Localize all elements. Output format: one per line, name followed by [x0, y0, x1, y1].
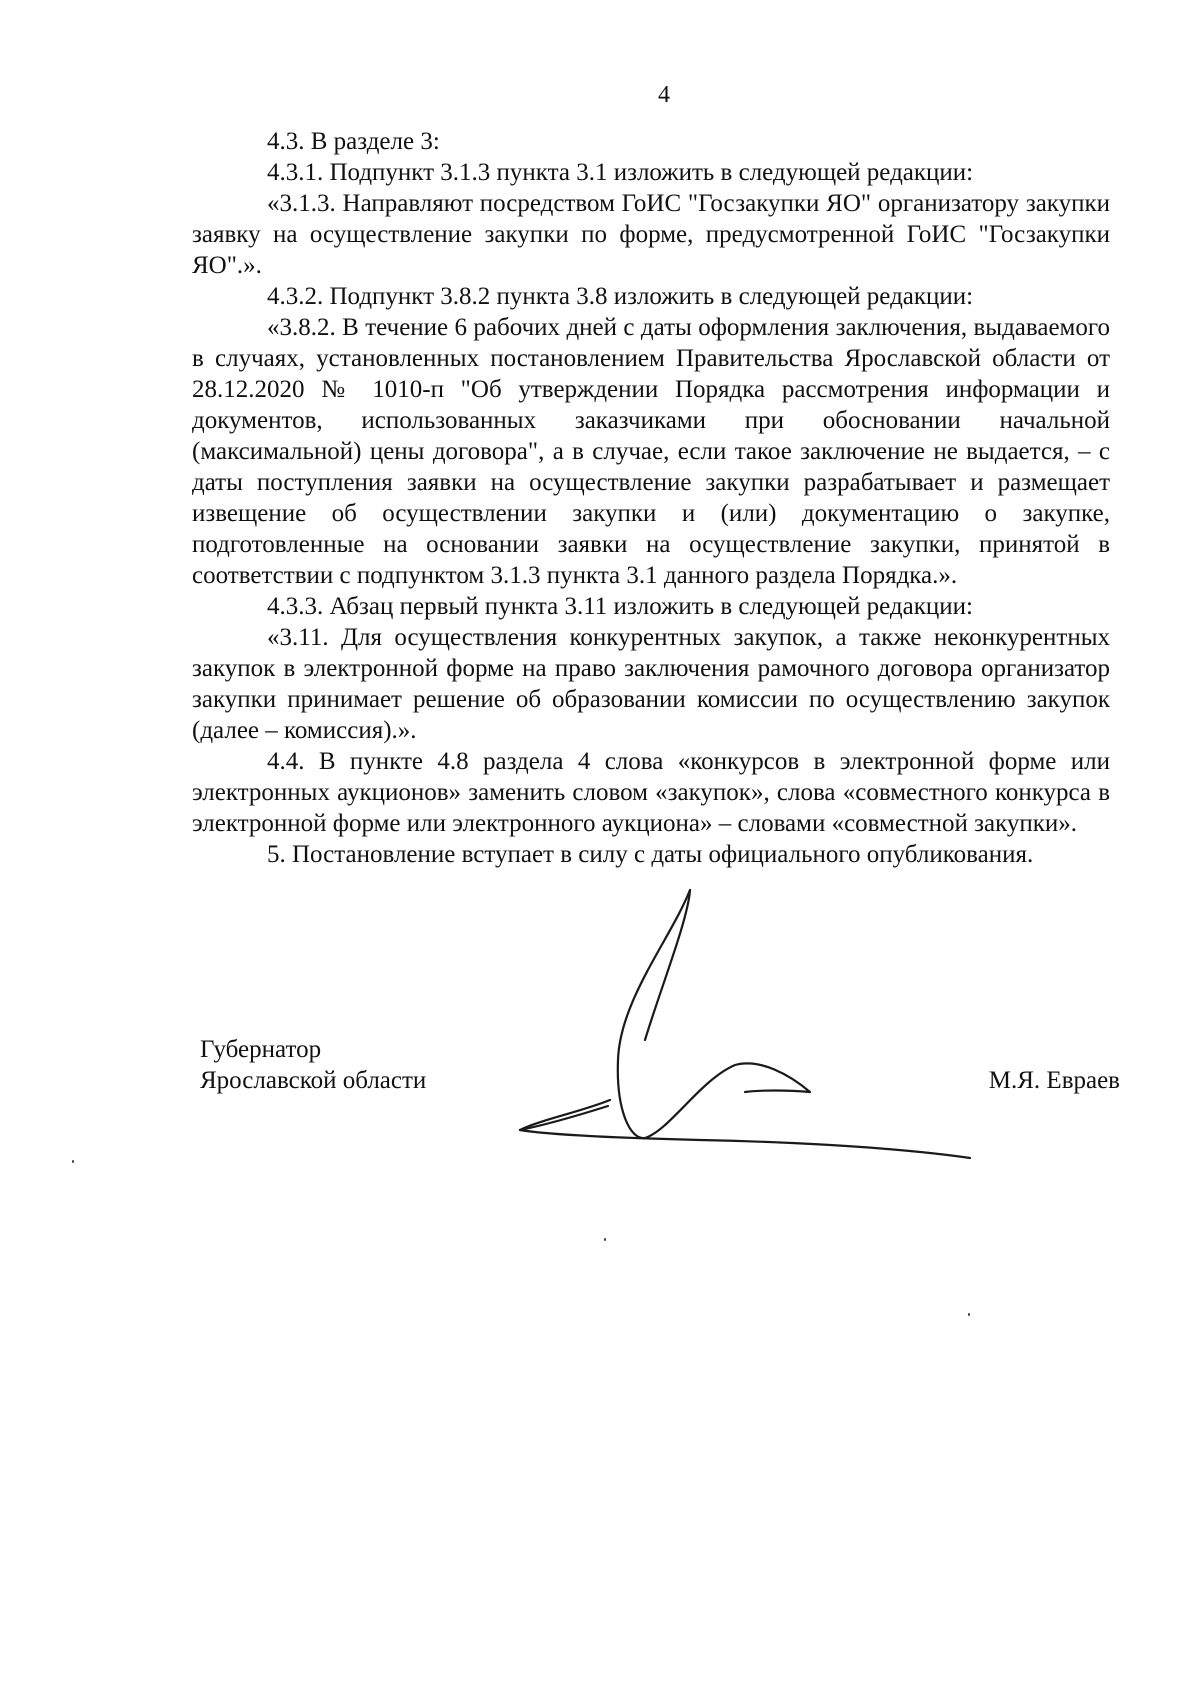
page-number: 4 [658, 82, 670, 108]
paragraph-4-3-1: 4.3.1. Подпункт 3.1.3 пункта 3.1 изложить в следующей редакции: [267, 159, 974, 186]
scan-speck [72, 1160, 74, 1163]
scan-speck [968, 1313, 970, 1316]
signatory-title-line-1: Губернатор [200, 1036, 322, 1063]
paragraph-4-3-3: 4.3.3. Абзац первый пункта 3.11 изложить в следующей редакции: [267, 593, 973, 620]
paragraph-4-3: 4.3. В разделе 3: [267, 128, 440, 155]
paragraph-quote-3-11: «3.11. Для осуществления конкурентных закупок, а также неконкурентных закупок в электронной форме на право заключения рамочного договора организатор закупки принимает решение об образовании комиссии по осуществлению закупок (далее – комиссия).». [192, 624, 1110, 744]
signatory-title-line-2: Ярославской области [200, 1067, 427, 1094]
signature-block [200, 1034, 1120, 1164]
paragraph-4-3-2: 4.3.2. Подпункт 3.8.2 пункта 3.8 изложить в следующей редакции: [267, 283, 974, 310]
paragraph-quote-3-1-3: «3.1.3. Направляют посредством ГоИС "Госзакупки ЯО" организатору закупки заявку на осуществление закупки по форме, предусмотренной ГоИС "Госзакупки ЯО".». [192, 190, 1110, 279]
paragraph-4-4: 4.4. В пункте 4.8 раздела 4 слова «конкурсов в электронной форме или электронных аукционов» заменить словом «закупок», слова «совместного конкурса в электронной форме или электронного аукциона» – словами «совместной закупки». [192, 748, 1110, 837]
signatory-title [200, 1034, 426, 1096]
paragraph-5: 5. Постановление вступает в силу с даты официального опубликования. [267, 841, 1034, 868]
signatory-name: М.Я. Евраев [988, 1067, 1120, 1094]
paragraph-quote-3-8-2: «3.8.2. В течение 6 рабочих дней с даты оформления заключения, выдаваемого в случаях, установленных постановлением Правительства Ярославской области от 28.12.2020 № 1010-п "Об утверждении Порядка рассмотрения информации и документов, использованных заказчиками при обосновании начальной (максимальной) цены договора", а в случае, если такое заключение не выдается, – с даты поступления заявки на осуществление закупки разрабатывает и размещает извещение об осуществлении закупки и (или) документацию о закупке, подготовленные на основании заявки на осуществление закупки, принятой в соответствии с подпунктом 3.1.3 пункта 3.1 данного раздела Порядка.». [192, 314, 1110, 589]
document-body [192, 126, 1110, 870]
scan-speck [604, 1238, 606, 1241]
